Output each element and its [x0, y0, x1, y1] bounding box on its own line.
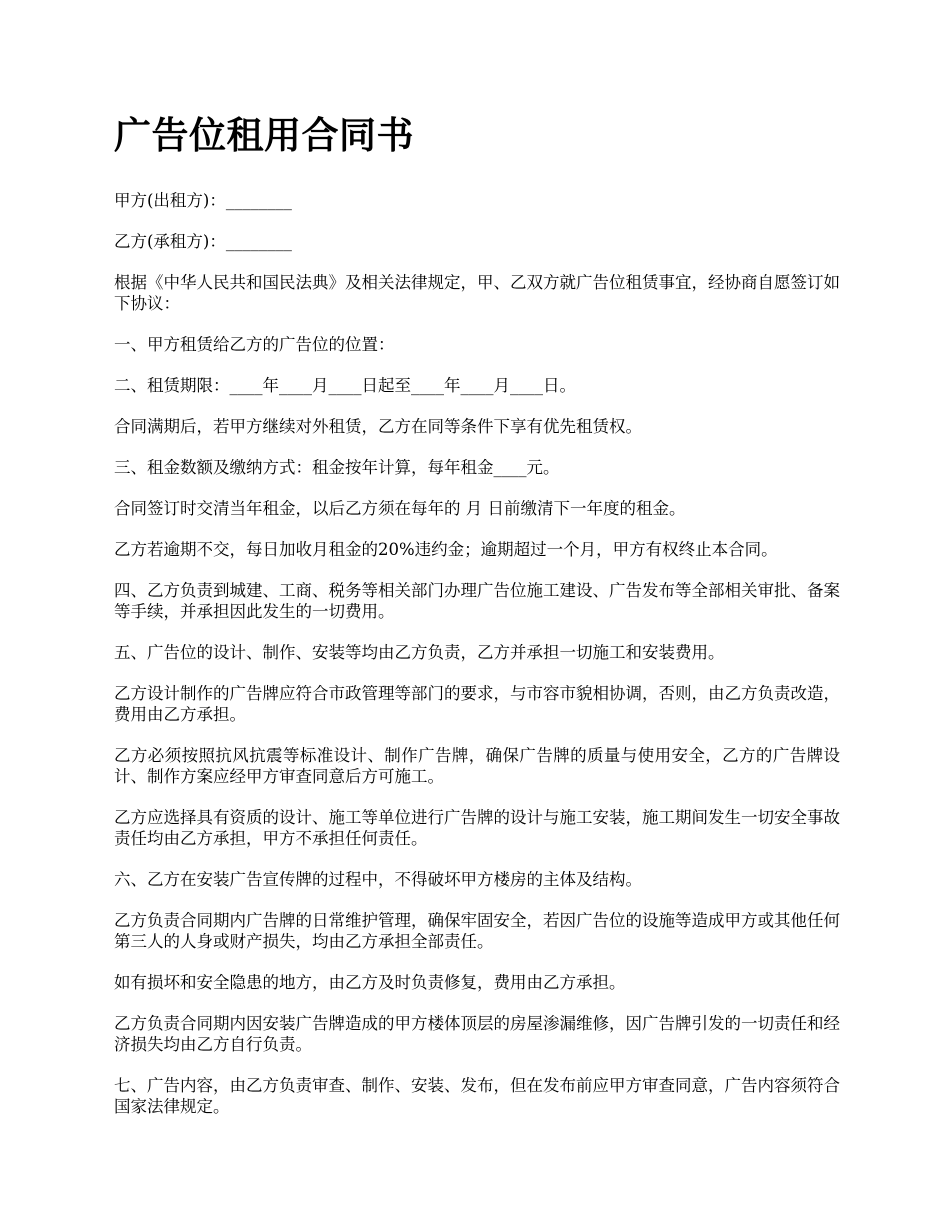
clause-3-payment: 合同签订时交清当年租金，以后乙方须在每年的 月 日前缴清下一年度的租金。: [114, 499, 686, 518]
clause-6-leakage: 乙方负责合同期内因安装广告牌造成的甲方楼体顶层的房屋渗漏维修，因广告牌引发的一切责任和经济损失均由乙方自行负责。: [114, 1014, 840, 1054]
party-b-line: 乙方(承租方)：________: [114, 232, 292, 251]
clause-5-contractor: 乙方应选择具有资质的设计、施工等单位进行广告牌的设计与施工安装，施工期间发生一切安全事故责任均由乙方承担，甲方不承担任何责任。: [114, 808, 840, 848]
document-page: [114, 112, 840, 1137]
clause-4-approvals: 四、乙方负责到城建、工商、税务等相关部门办理广告位施工建设、广告发布等全部相关审批、备案等手续，并承担因此发生的一切费用。: [114, 581, 840, 621]
clause-5-design: 五、广告位的设计、制作、安装等均由乙方负责，乙方并承担一切施工和安装费用。: [114, 643, 725, 662]
clause-5-safety-standards: 乙方必须按照抗风抗震等标准设计、制作广告牌，确保广告牌的质量与使用安全，乙方的广告牌设计、制作方案应经甲方审查同意后方可施工。: [114, 746, 840, 786]
clause-5-compliance: 乙方设计制作的广告牌应符合市政管理等部门的要求，与市容市貌相协调，否则，由乙方负责改造，费用由乙方承担。: [114, 684, 840, 724]
clause-6-structure: 六、乙方在安装广告宣传牌的过程中，不得破坏甲方楼房的主体及结构。: [114, 870, 642, 889]
document-title: 广告位租用合同书: [114, 114, 414, 157]
clause-6-repairs: 如有损坏和安全隐患的地方，由乙方及时负责修复，费用由乙方承担。: [114, 973, 626, 992]
preamble-paragraph: 根据《中华人民共和国民法典》及相关法律规定，甲、乙双方就广告位租赁事宜，经协商自愿签订如下协议：: [114, 273, 840, 313]
clause-2-renewal: 合同满期后，若甲方继续对外租赁，乙方在同等条件下享有优先租赁权。: [114, 417, 642, 436]
clause-6-maintenance: 乙方负责合同期内广告牌的日常维护管理，确保牢固安全，若因广告位的设施等造成甲方或其他任何第三人的人身或财产损失，均由乙方承担全部责任。: [114, 911, 840, 951]
party-a-line: 甲方(出租方)：________: [114, 191, 292, 210]
clause-2-term: 二、租赁期限：____年____月____日起至____年____月____日。: [114, 376, 576, 395]
clause-3-late-penalty: 乙方若逾期不交，每日加收月租金的20%违约金；逾期超过一个月，甲方有权终止本合同。: [114, 540, 778, 559]
clause-7-content: 七、广告内容，由乙方负责审查、制作、安装、发布，但在发布前应甲方审查同意，广告内容须符合国家法律规定。: [114, 1076, 840, 1116]
clause-3-rent: 三、租金数额及缴纳方式：租金按年计算，每年租金____元。: [114, 458, 560, 477]
clause-1-location: 一、甲方租赁给乙方的广告位的位置：: [114, 335, 395, 354]
